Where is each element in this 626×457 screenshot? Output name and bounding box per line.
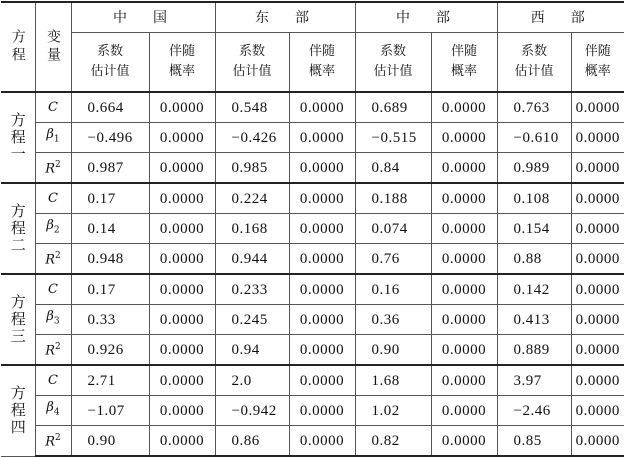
prob-value-cell: 0.0000	[289, 183, 355, 214]
prob-value-cell: 0.0000	[571, 365, 624, 396]
variable-symbol: β	[46, 309, 54, 325]
coef-value-cell: −2.46	[497, 396, 571, 426]
variable-symbol: C	[48, 281, 58, 297]
prob-value-cell: 0.0000	[149, 396, 215, 426]
coef-value-cell: 2.0	[215, 365, 289, 396]
coef-value-cell: 0.88	[497, 244, 571, 275]
header-prob: 伴随 概率	[289, 33, 355, 93]
variable-superscript: 2	[55, 160, 61, 171]
variable-superscript: 2	[55, 251, 61, 262]
variable-symbol: R	[45, 252, 56, 268]
variable-cell	[35, 335, 71, 366]
coef-value-cell: 3.97	[497, 365, 571, 396]
header-region-east: 东 部	[215, 2, 355, 33]
variable-superscript: 2	[55, 433, 61, 444]
prob-value-cell: 0.0000	[571, 396, 624, 426]
prob-value-cell: 0.0000	[571, 153, 624, 184]
prob-value-cell: 0.0000	[431, 123, 497, 153]
coef-value-cell: 0.36	[355, 305, 431, 335]
prob-value-cell: 0.0000	[431, 153, 497, 184]
prob-value-cell: 0.0000	[289, 426, 355, 457]
prob-value-cell: 0.0000	[149, 305, 215, 335]
coef-value-cell: 0.16	[355, 274, 431, 305]
coef-value-cell: 1.02	[355, 396, 431, 426]
prob-value-cell: 0.0000	[431, 305, 497, 335]
table-row	[1, 244, 624, 275]
coef-value-cell: 0.33	[71, 305, 149, 335]
prob-value-cell: 0.0000	[571, 123, 624, 153]
prob-value-cell: 0.0000	[431, 214, 497, 244]
variable-cell	[35, 92, 71, 123]
coef-value-cell: 0.108	[497, 183, 571, 214]
equation-label: 方程一	[1, 92, 35, 183]
prob-value-cell: 0.0000	[149, 153, 215, 184]
coef-value-cell: 0.233	[215, 274, 289, 305]
prob-value-cell: 0.0000	[571, 214, 624, 244]
prob-value-cell: 0.0000	[289, 244, 355, 275]
coef-value-cell: 0.82	[355, 426, 431, 457]
prob-value-cell: 0.0000	[431, 244, 497, 275]
variable-superscript: 2	[55, 342, 61, 353]
header-coef: 系数 估计值	[497, 33, 571, 93]
prob-value-cell: 0.0000	[431, 92, 497, 123]
coef-value-cell: −0.942	[215, 396, 289, 426]
variable-cell	[35, 426, 71, 457]
variable-cell	[35, 365, 71, 396]
header-region-china: 中 国	[71, 2, 215, 33]
prob-value-cell: 0.0000	[431, 365, 497, 396]
coef-value-cell: 0.763	[497, 92, 571, 123]
prob-value-cell: 0.0000	[289, 274, 355, 305]
coef-value-cell: 0.413	[497, 305, 571, 335]
variable-symbol: β	[46, 400, 54, 416]
coef-value-cell: 0.944	[215, 244, 289, 275]
header-region-west: 西 部	[497, 2, 624, 33]
variable-subscript: 4	[53, 407, 60, 418]
coef-value-cell: 0.142	[497, 274, 571, 305]
table-row	[1, 123, 624, 153]
coef-value-cell: −1.07	[71, 396, 149, 426]
coef-value-cell: 0.17	[71, 274, 149, 305]
prob-value-cell: 0.0000	[149, 92, 215, 123]
header-coef: 系数 估计值	[215, 33, 289, 93]
table-row	[1, 335, 624, 366]
equation-label: 方程三	[1, 274, 35, 365]
prob-value-cell: 0.0000	[571, 335, 624, 366]
header-row-regions	[1, 2, 624, 33]
variable-symbol: R	[45, 434, 56, 450]
prob-value-cell: 0.0000	[149, 335, 215, 366]
variable-symbol: C	[48, 372, 58, 388]
variable-symbol: C	[48, 190, 58, 206]
header-equation	[1, 2, 35, 92]
prob-value-cell: 0.0000	[149, 244, 215, 275]
coef-value-cell: 0.188	[355, 183, 431, 214]
prob-value-cell: 0.0000	[431, 335, 497, 366]
prob-value-cell: 0.0000	[149, 274, 215, 305]
coef-value-cell: −0.496	[71, 123, 149, 153]
variable-cell	[35, 183, 71, 214]
regression-results-table	[1, 1, 624, 457]
prob-value-cell: 0.0000	[571, 305, 624, 335]
table-row	[1, 426, 624, 457]
variable-cell	[35, 274, 71, 305]
coef-value-cell: 0.94	[215, 335, 289, 366]
coef-value-cell: 0.664	[71, 92, 149, 123]
prob-value-cell: 0.0000	[571, 92, 624, 123]
coef-value-cell: 0.76	[355, 244, 431, 275]
coef-value-cell: 0.889	[497, 335, 571, 366]
prob-value-cell: 0.0000	[571, 426, 624, 457]
coef-value-cell: −0.426	[215, 123, 289, 153]
variable-cell	[35, 123, 71, 153]
prob-value-cell: 0.0000	[149, 365, 215, 396]
prob-value-cell: 0.0000	[289, 92, 355, 123]
table-row	[1, 92, 624, 123]
variable-symbol: C	[48, 99, 58, 115]
prob-value-cell: 0.0000	[149, 214, 215, 244]
variable-subscript: 2	[53, 225, 60, 236]
coef-value-cell: 0.948	[71, 244, 149, 275]
variable-cell	[35, 214, 71, 244]
variable-subscript: 1	[53, 134, 60, 145]
variable-cell	[35, 305, 71, 335]
prob-value-cell: 0.0000	[431, 426, 497, 457]
header-region-central: 中 部	[355, 2, 497, 33]
table-row	[1, 396, 624, 426]
coef-value-cell: 0.224	[215, 183, 289, 214]
prob-value-cell: 0.0000	[149, 123, 215, 153]
prob-value-cell: 0.0000	[431, 274, 497, 305]
header-row-metrics	[1, 33, 624, 93]
variable-subscript: 3	[53, 316, 60, 327]
prob-value-cell: 0.0000	[431, 183, 497, 214]
prob-value-cell: 0.0000	[149, 183, 215, 214]
table-row	[1, 305, 624, 335]
table-row	[1, 214, 624, 244]
equation-label: 方程四	[1, 365, 35, 456]
prob-value-cell: 0.0000	[431, 396, 497, 426]
coef-value-cell: 0.074	[355, 214, 431, 244]
header-prob: 伴随 概率	[149, 33, 215, 93]
variable-symbol: R	[45, 161, 56, 177]
header-equation-label: 方程	[9, 29, 26, 65]
prob-value-cell: 0.0000	[289, 396, 355, 426]
header-prob: 伴随 概率	[431, 33, 497, 93]
header-coef: 系数 估计值	[355, 33, 431, 93]
coef-value-cell: 0.154	[497, 214, 571, 244]
coef-value-cell: 0.548	[215, 92, 289, 123]
variable-symbol: β	[46, 218, 54, 234]
header-variable	[35, 2, 71, 92]
coef-value-cell: 0.17	[71, 183, 149, 214]
table-row	[1, 183, 624, 214]
coef-value-cell: 0.985	[215, 153, 289, 184]
coef-value-cell: 0.86	[215, 426, 289, 457]
header-prob: 伴随 概率	[571, 33, 624, 93]
table-row	[1, 153, 624, 184]
coef-value-cell: 0.989	[497, 153, 571, 184]
table-row	[1, 365, 624, 396]
coef-value-cell: 2.71	[71, 365, 149, 396]
table-row	[1, 274, 624, 305]
prob-value-cell: 0.0000	[149, 426, 215, 457]
header-coef: 系数 估计值	[71, 33, 149, 93]
coef-value-cell: 0.85	[497, 426, 571, 457]
prob-value-cell: 0.0000	[571, 183, 624, 214]
coef-value-cell: 0.689	[355, 92, 431, 123]
coef-value-cell: 0.90	[355, 335, 431, 366]
coef-value-cell: 1.68	[355, 365, 431, 396]
prob-value-cell: 0.0000	[289, 305, 355, 335]
coef-value-cell: −0.610	[497, 123, 571, 153]
variable-cell	[35, 244, 71, 275]
variable-cell	[35, 153, 71, 184]
prob-value-cell: 0.0000	[289, 365, 355, 396]
coef-value-cell: 0.90	[71, 426, 149, 457]
variable-cell	[35, 396, 71, 426]
variable-symbol: β	[46, 127, 54, 143]
prob-value-cell: 0.0000	[289, 153, 355, 184]
prob-value-cell: 0.0000	[571, 274, 624, 305]
header-variable-label: 变量	[45, 29, 61, 65]
prob-value-cell: 0.0000	[289, 214, 355, 244]
variable-symbol: R	[45, 343, 56, 359]
coef-value-cell: 0.245	[215, 305, 289, 335]
coef-value-cell: 0.987	[71, 153, 149, 184]
prob-value-cell: 0.0000	[289, 123, 355, 153]
coef-value-cell: −0.515	[355, 123, 431, 153]
coef-value-cell: 0.14	[71, 214, 149, 244]
coef-value-cell: 0.84	[355, 153, 431, 184]
prob-value-cell: 0.0000	[289, 335, 355, 366]
equation-label: 方程二	[1, 183, 35, 274]
prob-value-cell: 0.0000	[571, 244, 624, 275]
coef-value-cell: 0.168	[215, 214, 289, 244]
coef-value-cell: 0.926	[71, 335, 149, 366]
